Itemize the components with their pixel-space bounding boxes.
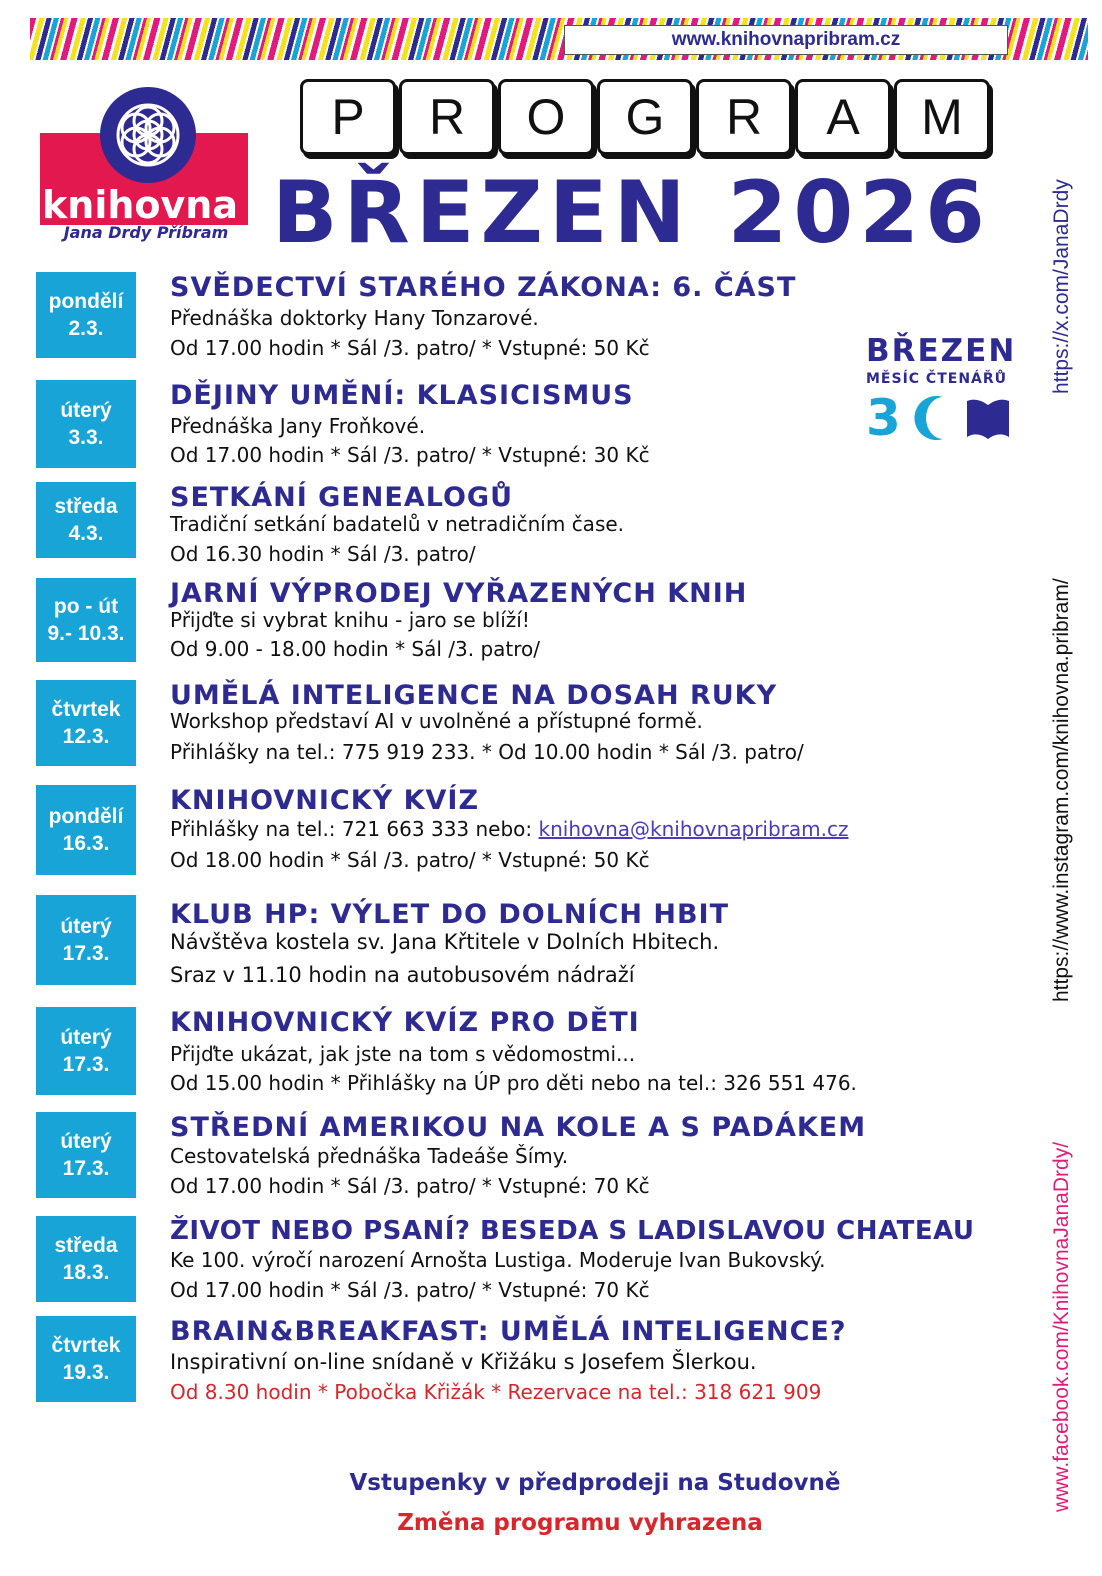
- date-box: [36, 482, 136, 558]
- event-description: Workshop představí AI v uvolněné a přístupné formě.: [170, 709, 703, 733]
- event-row: [36, 1216, 1036, 1304]
- date-box: [36, 785, 136, 875]
- event-title: JARNÍ VÝPRODEJ VYŘAZENÝCH KNIH: [170, 578, 748, 609]
- event-description: Návštěva kostela sv. Jana Křtitele v Dolních Hbitech.: [170, 930, 720, 954]
- event-date: 12.3.: [62, 725, 110, 748]
- event-details: Od 9.00 - 18.00 hodin * Sál /3. patro/: [170, 637, 541, 661]
- date-box: [36, 1112, 136, 1198]
- event-date: 16.3.: [62, 832, 110, 855]
- date-box: [36, 680, 136, 766]
- event-row: [36, 482, 1036, 568]
- event-title: ŽIVOT NEBO PSANÍ? BESEDA S LADISLAVOU CHATEAU: [170, 1216, 975, 1246]
- date-box: [36, 1316, 136, 1402]
- program-keys: [300, 79, 990, 155]
- event-row: [36, 1112, 1036, 1200]
- event-date: 18.3.: [62, 1261, 110, 1284]
- footer-change-notice: Změna programu vyhrazena: [397, 1510, 763, 1536]
- event-details: Přihlášky na tel.: 775 919 233. * Od 10.00 hodin * Sál /3. patro/: [170, 740, 804, 764]
- event-details: Od 17.00 hodin * Sál /3. patro/ * Vstupné: 30 Kč: [170, 443, 650, 467]
- event-date: 3.3.: [68, 426, 104, 449]
- date-box: [36, 380, 136, 468]
- date-box: [36, 578, 136, 662]
- event-row: [36, 895, 1036, 987]
- website-url[interactable]: www.knihovnapribram.cz: [564, 25, 1008, 55]
- event-description: Inspirativní on-line snídaně v Křižáku s Josefem Šlerkou.: [170, 1350, 757, 1374]
- event-title: SETKÁNÍ GENEALOGŮ: [170, 482, 513, 513]
- instagram-link[interactable]: https://www.instagram.com/knihovna.pribram/: [1050, 578, 1073, 1002]
- event-details: Sraz v 11.10 hodin na autobusovém nádraží: [170, 963, 635, 987]
- program-key: G: [597, 79, 693, 155]
- badge-title: BŘEZEN: [866, 333, 1017, 369]
- date-box: [36, 272, 136, 358]
- email-link[interactable]: knihovna@knihovnapribram.cz: [538, 817, 849, 841]
- event-title: UMĚLÁ INTELIGENCE NA DOSAH RUKY: [170, 680, 778, 711]
- badge-subtitle: MĚSÍC ČTENÁŘŮ: [866, 371, 1008, 387]
- event-day: úterý: [60, 399, 112, 422]
- logo-word: knihovna: [42, 183, 238, 227]
- event-details: Od 16.30 hodin * Sál /3. patro/: [170, 542, 476, 566]
- event-contact: [170, 817, 849, 841]
- badge-number: 3: [866, 389, 901, 447]
- date-box: [36, 895, 136, 985]
- event-title: KNIHOVNICKÝ KVÍZ PRO DĚTI: [170, 1007, 640, 1038]
- event-description: Cestovatelská přednáška Tadeáše Šímy.: [170, 1144, 569, 1168]
- program-key: R: [696, 79, 792, 155]
- event-description: Ke 100. výročí narození Arnošta Lustiga. Moderuje Ivan Bukovský.: [170, 1248, 826, 1272]
- library-logo: [40, 85, 252, 243]
- event-details: Od 17.00 hodin * Sál /3. patro/ * Vstupné: 50 Kč: [170, 336, 650, 360]
- program-key: O: [498, 79, 594, 155]
- flower-of-life-icon: [98, 85, 198, 185]
- event-title: STŘEDNÍ AMERIKOU NA KOLE A S PADÁKEM: [170, 1112, 867, 1143]
- contact-phone: Přihlášky na tel.: 721 663 333 nebo:: [170, 817, 539, 841]
- event-details: Od 15.00 hodin * Přihlášky na ÚP pro děti nebo na tel.: 326 551 476.: [170, 1071, 857, 1095]
- program-key: M: [894, 79, 990, 155]
- event-row: [36, 1316, 1036, 1406]
- event-description: Přijďte ukázat, jak jste na tom s vědomostmi...: [170, 1042, 636, 1066]
- event-details: Od 17.00 hodin * Sál /3. patro/ * Vstupné: 70 Kč: [170, 1278, 650, 1302]
- event-row: [36, 578, 1036, 664]
- event-date: 9.- 10.3.: [47, 622, 125, 645]
- event-day: po - út: [53, 595, 119, 618]
- event-day: úterý: [60, 1026, 112, 1049]
- event-title: SVĚDECTVÍ STARÉHO ZÁKONA: 6. ČÁST: [170, 272, 797, 303]
- event-date: 2.3.: [68, 317, 104, 340]
- event-description: Přednáška doktorky Hany Tonzarové.: [170, 306, 539, 330]
- event-row: [36, 380, 1036, 468]
- event-date: 17.3.: [62, 1157, 110, 1180]
- event-title: BRAIN&BREAKFAST: UMĚLÁ INTELIGENCE?: [170, 1316, 847, 1347]
- event-day: čtvrtek: [51, 1334, 121, 1357]
- event-day: čtvrtek: [51, 698, 121, 721]
- event-row: [36, 785, 1036, 877]
- program-key: A: [795, 79, 891, 155]
- event-description: Tradiční setkání badatelů v netradičním čase.: [170, 512, 625, 536]
- event-title: KLUB HP: VÝLET DO DOLNÍCH HBIT: [170, 899, 729, 930]
- date-box: [36, 1216, 136, 1302]
- program-key: P: [300, 79, 396, 155]
- event-date: 17.3.: [62, 942, 110, 965]
- event-row: [36, 1007, 1036, 1097]
- footer-tickets: Vstupenky v předprodeji na Studovně: [349, 1470, 841, 1496]
- event-date: 17.3.: [62, 1053, 110, 1076]
- event-date: 19.3.: [62, 1361, 110, 1384]
- month-title: BŘEZEN 2026: [272, 163, 991, 263]
- event-details: Od 17.00 hodin * Sál /3. patro/ * Vstupné: 70 Kč: [170, 1174, 650, 1198]
- facebook-link[interactable]: www.facebook.com/KnihovnaJanaDrdy/: [1050, 1141, 1073, 1512]
- program-key: R: [399, 79, 495, 155]
- event-date: 4.3.: [68, 522, 104, 545]
- x-link[interactable]: https://x.com/JanaDrdy: [1050, 179, 1073, 394]
- event-title: KNIHOVNICKÝ KVÍZ: [170, 785, 480, 816]
- logo-subtitle: Jana Drdy Příbram: [63, 223, 229, 242]
- event-title: DĚJINY UMĚNÍ: KLASICISMUS: [170, 380, 634, 411]
- event-day: středa: [54, 1234, 118, 1257]
- event-description: Přednáška Jany Froňkové.: [170, 414, 426, 438]
- event-row: [36, 272, 1036, 360]
- event-day: středa: [54, 495, 118, 518]
- date-box: [36, 1007, 136, 1095]
- event-details: Od 8.30 hodin * Pobočka Křižák * Rezervace na tel.: 318 621 909: [170, 1380, 822, 1404]
- event-day: úterý: [60, 915, 112, 938]
- event-day: pondělí: [48, 805, 124, 828]
- event-details: Od 18.00 hodin * Sál /3. patro/ * Vstupné: 50 Kč: [170, 848, 650, 872]
- event-day: pondělí: [48, 290, 124, 313]
- event-row: [36, 680, 1036, 768]
- event-day: úterý: [60, 1130, 112, 1153]
- event-description: Přijďte si vybrat knihu - jaro se blíží!: [170, 608, 530, 632]
